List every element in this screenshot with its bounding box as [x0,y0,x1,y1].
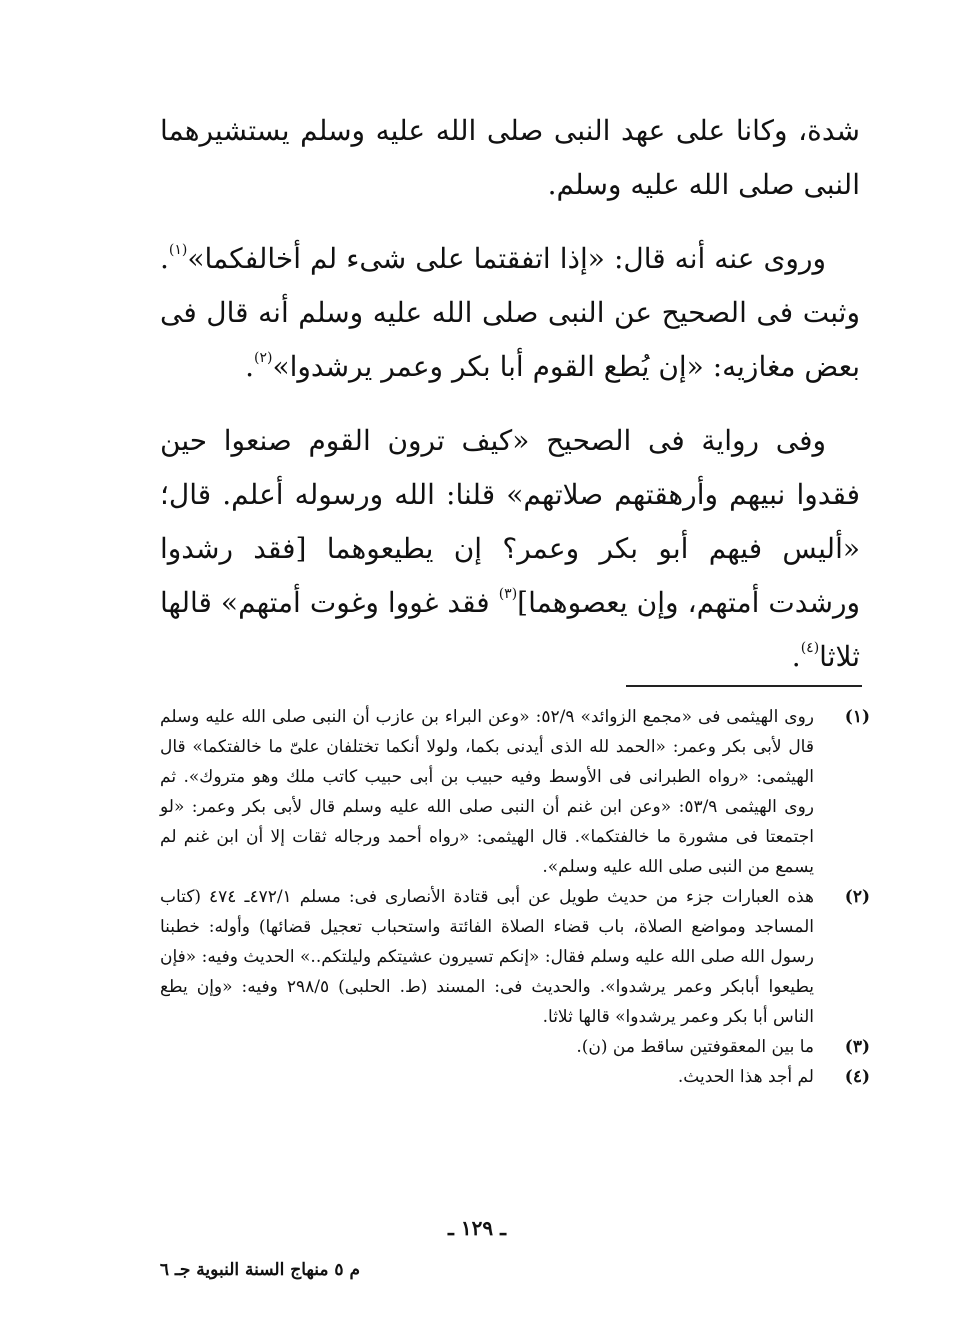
paragraph-1-text: شدة، وكانا على عهد النبى صلى الله عليه وسلم يستشيرهما النبى صلى الله عليه وسلم. [160,114,860,201]
footnote-text: لم أجد هذا الحديث. [677,1067,814,1087]
footnotes [160,702,870,1092]
paragraph-2-text-b: . وثبت فى الصحيح عن النبى صلى الله عليه وسلم أنه قال فى بعض مغازيه: «إن يُطع القوم أبا بكر وعمر يرشدوا» [160,242,860,383]
paragraph-3-text-a: وفى رواية فى الصحيح «كيف ترون القوم صنعوا حين فقدوا نبيهم وأرهقتهم صلاتهم» قلنا: الله ورسوله أعلم. قال؛ «أليس فيهم أبو بكر وعمر؟ إن يطيعوهما [فقد رشدوا ورشدت أمتهم، وإن يعصوهما] [160,424,860,619]
footnote-number: (٢) [844,887,870,907]
footnote-ref-4: (٤) [800,640,820,656]
footnote-3 [160,1032,870,1062]
footnote-number: (٤) [844,1067,870,1087]
main-text [160,104,860,704]
footnote-number: (٣) [844,1037,870,1057]
footnote-text: هذه العبارات جزء من حديث طويل عن أبى قتادة الأنصارى فى: مسلم ٤٧٢/١ـ ٤٧٤ (كتاب المساجد ومواضع الصلاة، باب قضاء الصلاة الفائتة واستحباب تعجيل قضائها) وأوله: خطبنا رسول الله صلى الله عليه وسلم فقال: «إنكم تسيرون عشيتكم وليلتكم..» الحديث وفيه: «فإن يطيعوا أبابكر وعمر يرشدوا». والحديث فى: المسند (ط. الحلبى) ٢٩٨/٥ وفيه: «وإن يطع الناس أبا بكر وعمر يرشدوا» قالها ثلاثا. [160,887,815,1027]
page-number: ـ ١٢٩ ـ [448,1216,506,1240]
footnote-text: ما بين المعقوفتين ساقط من (ن). [576,1037,814,1057]
printer-signature: م ٥ منهاج السنة النبوية جـ ٦ [159,1260,360,1280]
paragraph-2-text-a: وروى عنه أنه قال: «إذا اتفقتما على شىء لم أخالفكما» [187,242,827,275]
footnote-ref-2: (٢) [254,350,273,366]
paragraph-1 [160,104,860,212]
paragraph-2 [160,232,860,394]
footnote-ref-3: (٣) [498,586,518,602]
footnote-text: روى الهيثمى فى «مجمع الزوائد» ٥٢/٩: «وعن البراء بن عازب أن النبى صلى الله عليه وسلم قال لأبى بكر وعمر: «الحمد لله الذى أيدنى بكما، ولولا أنكما تختلفان علىّ ما خالفتكما» قال الهيثمى: «رواه الطبرانى فى الأوسط وفيه حبيب بن أبى حبيب كاتب ملك وهو متروك». ثم روى الهيثمى ٥٣/٩: «وعن ابن غنم أن النبى صلى الله عليه وسلم قال لأبى بكر وعمر: «لو اجتمعتا فى مشورة ما خالفتكما». قال الهيثمى: «رواه أحمد ورجاله ثقات إلا أن ابن غنم لم يسمع من النبى صلى الله عليه وسلم». [160,707,815,877]
footnote-divider [626,685,862,687]
paragraph-2-text-c: . [245,350,254,383]
footnote-4 [160,1062,870,1092]
footnote-number: (١) [844,707,870,727]
paragraph-3 [160,414,860,684]
footnote-ref-1: (١) [168,242,188,258]
paragraph-3-text-b: فقد غووا وغوت أمتهم» قالها ثلاثا [160,586,860,673]
paragraph-3-text-c: . [791,640,801,673]
footnote-2 [160,882,870,1032]
footnote-1 [160,702,870,882]
